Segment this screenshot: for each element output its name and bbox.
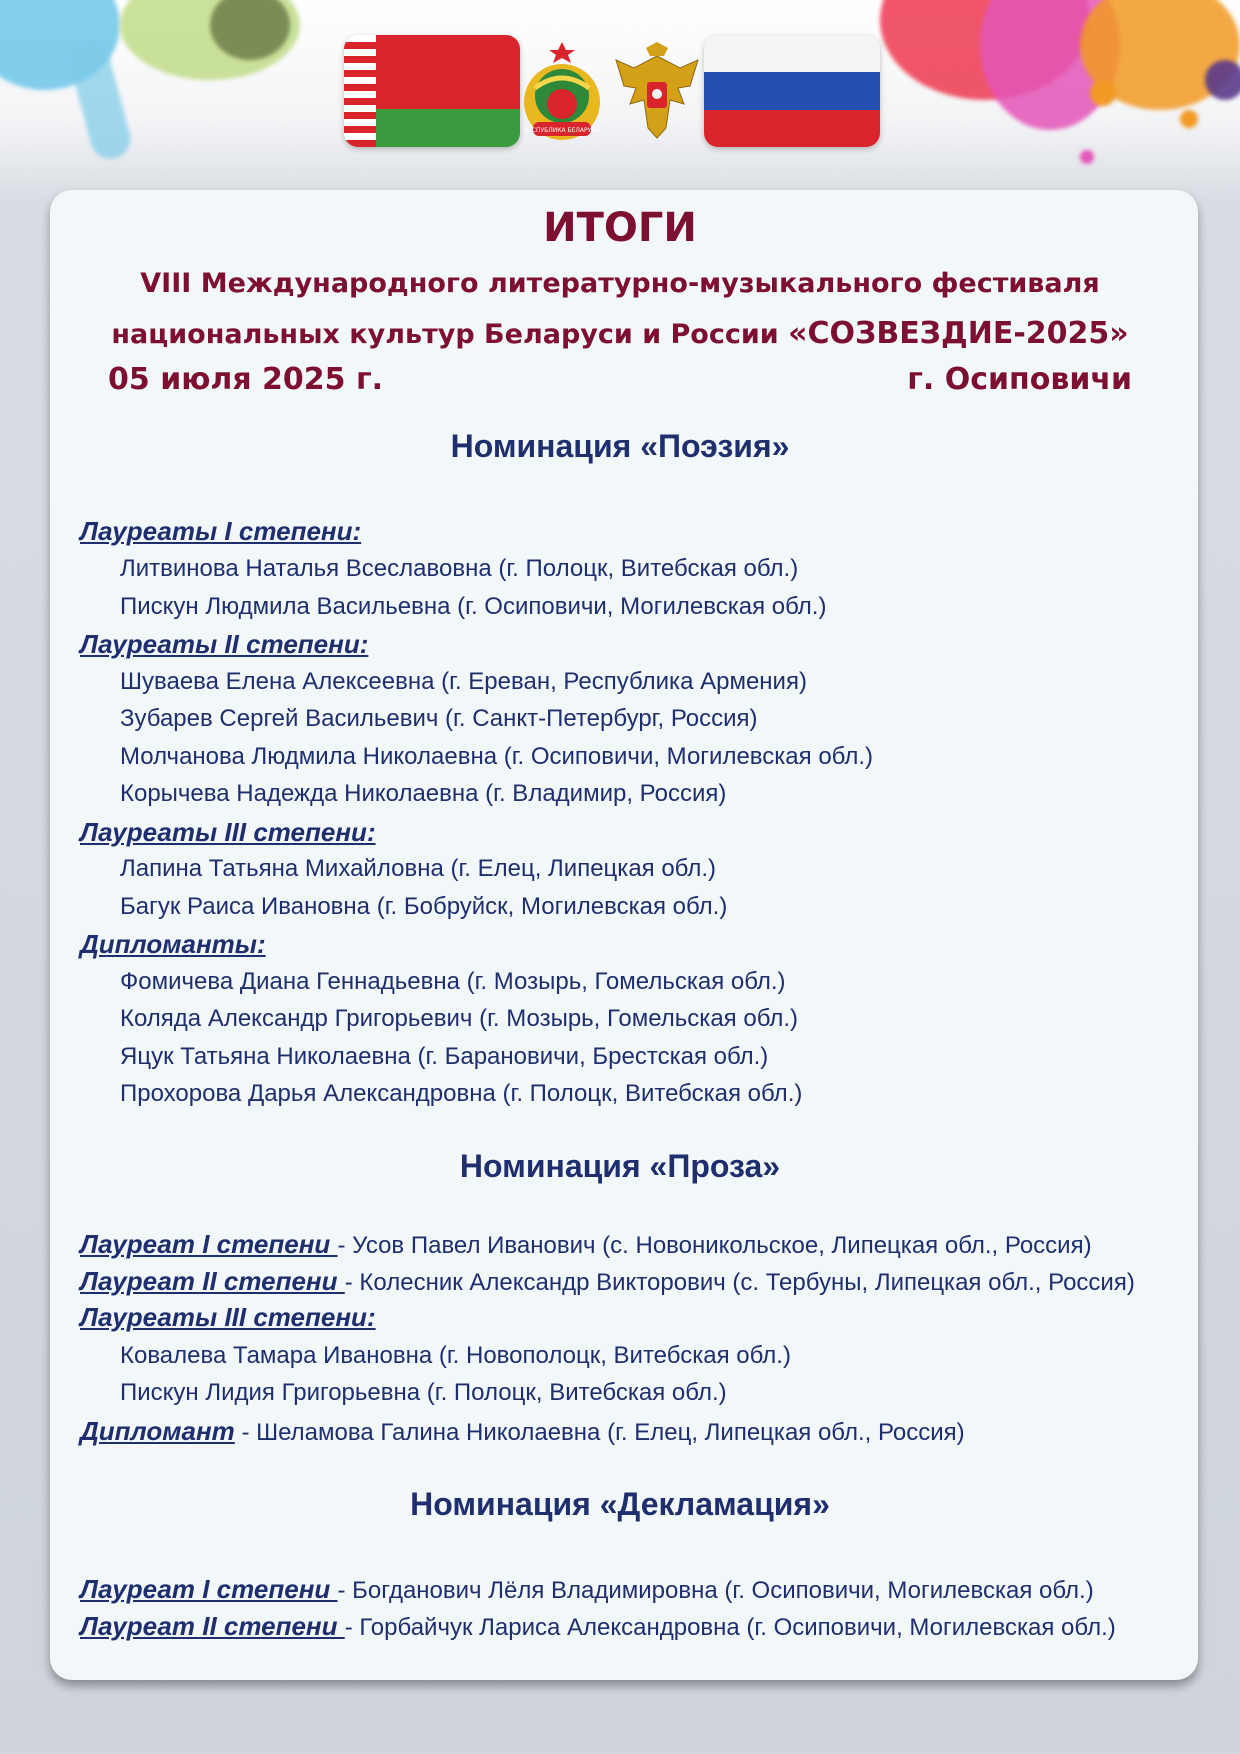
poetry-entry: Прохорова Дарья Александровна (г. Полоцк, Витебская обл.) [120, 1080, 803, 1107]
declamation-laureate-2-label: Лауреат II степени [80, 1611, 345, 1641]
festival-subtitle-prefix: национальных культур Беларуси и России [111, 319, 789, 350]
russia-coat-of-arms-icon [610, 38, 704, 146]
prose-category-label: Лауреаты III степени: [80, 1302, 376, 1332]
poetry-entry: Шуваева Елена Алексеевна (г. Ереван, Республика Армения) [120, 668, 807, 695]
poetry-category-label: Лауреаты III степени: [80, 817, 376, 847]
prose-entry: Пискун Лидия Григорьевна (г. Полоцк, Витебская обл.) [120, 1379, 727, 1406]
poetry-entry: Литвинова Наталья Всеславовна (г. Полоцк, Витебская обл.) [120, 555, 799, 582]
belarus-coat-of-arms-icon [515, 38, 609, 146]
prose-laureate-1 [80, 1229, 1092, 1260]
poetry-entry: Пискун Людмила Васильевна (г. Осиповичи, Могилевская обл.) [120, 593, 827, 620]
nomination-poetry-heading: Номинация «Поэзия» [450, 428, 790, 464]
declamation-laureate-2-text: - Горбайчук Лариса Александровна (г. Осиповичи, Могилевская обл.) [344, 1614, 1116, 1641]
festival-name: «СОЗВЕЗДИЕ-2025» [788, 316, 1129, 351]
prose-laureate-1-text: - Усов Павел Иванович (с. Новоникольское, Липецкая обл., Россия) [337, 1232, 1092, 1259]
poetry-category-label: Лауреаты II степени: [80, 629, 369, 659]
russia-flag-icon [704, 35, 880, 147]
paint-dot [1080, 150, 1094, 164]
prose-diploma-label: Дипломант [80, 1416, 235, 1446]
poetry-entry: Зубарев Сергей Васильевич (г. Санкт-Петербург, Россия) [120, 705, 758, 732]
paint-splash-purple [1205, 60, 1240, 100]
prose-laureate-2-label: Лауреат II степени [80, 1266, 345, 1296]
poetry-category-label: Дипломанты: [80, 929, 266, 959]
declamation-laureate-1-label: Лауреат I степени [80, 1574, 338, 1604]
paint-splash-drip [65, 37, 135, 163]
poetry-category-label: Лауреаты I степени: [80, 516, 362, 546]
poetry-entry: Коляда Александр Григорьевич (г. Мозырь, Гомельская обл.) [120, 1005, 799, 1032]
event-city: г. Осиповичи [907, 362, 1132, 397]
poetry-entry: Корычева Надежда Николаевна (г. Владимир, Россия) [120, 780, 727, 807]
poetry-entry: Багук Раиса Ивановна (г. Бобруйск, Могилевская обл.) [120, 893, 728, 920]
poetry-entry: Фомичева Диана Геннадьевна (г. Мозырь, Гомельская обл.) [120, 968, 786, 995]
belarus-flag-icon [344, 35, 520, 147]
prose-laureate-1-label: Лауреат I степени [80, 1229, 338, 1259]
poetry-entry: Лапина Татьяна Михайловна (г. Елец, Липецкая обл.) [120, 855, 717, 882]
prose-diploma [80, 1416, 965, 1447]
nomination-prose-heading: Номинация «Проза» [459, 1148, 781, 1184]
festival-subtitle-line2 [60, 316, 1180, 351]
paint-dot [1090, 80, 1116, 106]
declamation-laureate-1-text: - Богданович Лёля Владимировна (г. Осиповичи, Могилевская обл.) [337, 1577, 1094, 1604]
poetry-entry: Молчанова Людмила Николаевна (г. Осиповичи, Могилевская обл.) [120, 743, 873, 770]
declamation-laureate-1 [80, 1574, 1094, 1605]
prose-diploma-text: - Шеламова Галина Николаевна (г. Елец, Липецкая обл., Россия) [234, 1419, 965, 1446]
paint-dot [1180, 110, 1198, 128]
prose-laureate-2 [80, 1266, 1135, 1297]
page-title: ИТОГИ [543, 205, 697, 251]
nomination-declamation-heading: Номинация «Декламация» [410, 1486, 830, 1522]
festival-subtitle-line1: VIII Международного литературно-музыкального фестиваля [140, 268, 1100, 299]
prose-laureate-2-text: - Колесник Александр Викторович (с. Тербуны, Липецкая обл., Россия) [344, 1269, 1135, 1296]
poetry-entry: Яцук Татьяна Николаевна (г. Барановичи, Брестская обл.) [120, 1043, 769, 1070]
declamation-laureate-2 [80, 1611, 1116, 1642]
prose-entry: Ковалева Тамара Ивановна (г. Новополоцк, Витебская обл.) [120, 1342, 791, 1369]
emblem-ribbon-text: РЕСПУБЛИКА БЕЛАРУСЬ [524, 127, 600, 134]
event-date: 05 июля 2025 г. [108, 362, 384, 397]
